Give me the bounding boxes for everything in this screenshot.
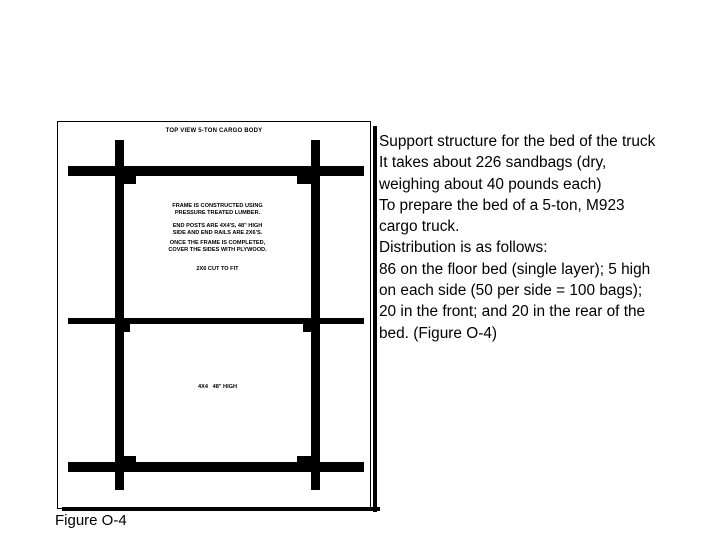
cargo-body-diagram: [57, 121, 371, 509]
cut-to-fit-label: 2X6 CUT TO FIT: [196, 266, 239, 272]
posts-note: [124, 223, 311, 236]
description-line: Distribution is as follows:: [379, 239, 548, 257]
description-line: cargo truck.: [379, 218, 460, 236]
diagram-shadow-right: [373, 126, 377, 512]
completed-note-line: ONCE THE FRAME IS COMPLETED,: [169, 240, 266, 246]
description-line: Support structure for the bed of the truck: [379, 133, 656, 150]
frame-note: [124, 203, 311, 216]
posts-note-line: END POSTS ARE 4X4'S, 48" HIGH: [172, 223, 263, 229]
description-line: 20 in the front; and 20 in the rear of the: [379, 303, 646, 321]
post-rear-left: [122, 456, 136, 472]
post-front-left: [122, 166, 136, 184]
post-middle-right: [303, 318, 311, 332]
figure-caption: Figure O-4: [55, 512, 127, 529]
description-line: bed. (Figure O-4): [379, 324, 498, 342]
post-front-right: [297, 166, 311, 184]
completed-note: [124, 240, 311, 253]
description-text: [379, 131, 714, 344]
description-line: weighing about 40 pounds each): [379, 175, 602, 193]
post-middle-left: [122, 318, 130, 332]
description-line: To prepare the bed of a 5-ton, M923: [379, 196, 625, 214]
post-rear-right: [297, 456, 311, 472]
completed-note-line: COVER THE SIDES WITH PLYWOOD.: [168, 246, 267, 253]
frame-note-line: PRESSURE TREATED LUMBER.: [174, 209, 261, 216]
description-line: on each side (50 per side = 100 bags);: [379, 282, 643, 300]
post-height-label: 4X4 48" HIGH: [197, 384, 238, 390]
diagram-title: TOP VIEW 5-TON CARGO BODY: [165, 128, 263, 134]
posts-note-line: SIDE AND END RAILS ARE 2X6'S.: [172, 229, 263, 236]
frame-note-line: FRAME IS CONSTRUCTED USING: [172, 203, 263, 209]
description-line: It takes about 226 sandbags (dry,: [379, 154, 607, 172]
description-line: 86 on the floor bed (single layer); 5 high: [379, 260, 651, 278]
diagram-shadow-bottom: [62, 507, 380, 511]
left-side-rail: [115, 140, 124, 490]
right-side-rail: [311, 140, 320, 490]
